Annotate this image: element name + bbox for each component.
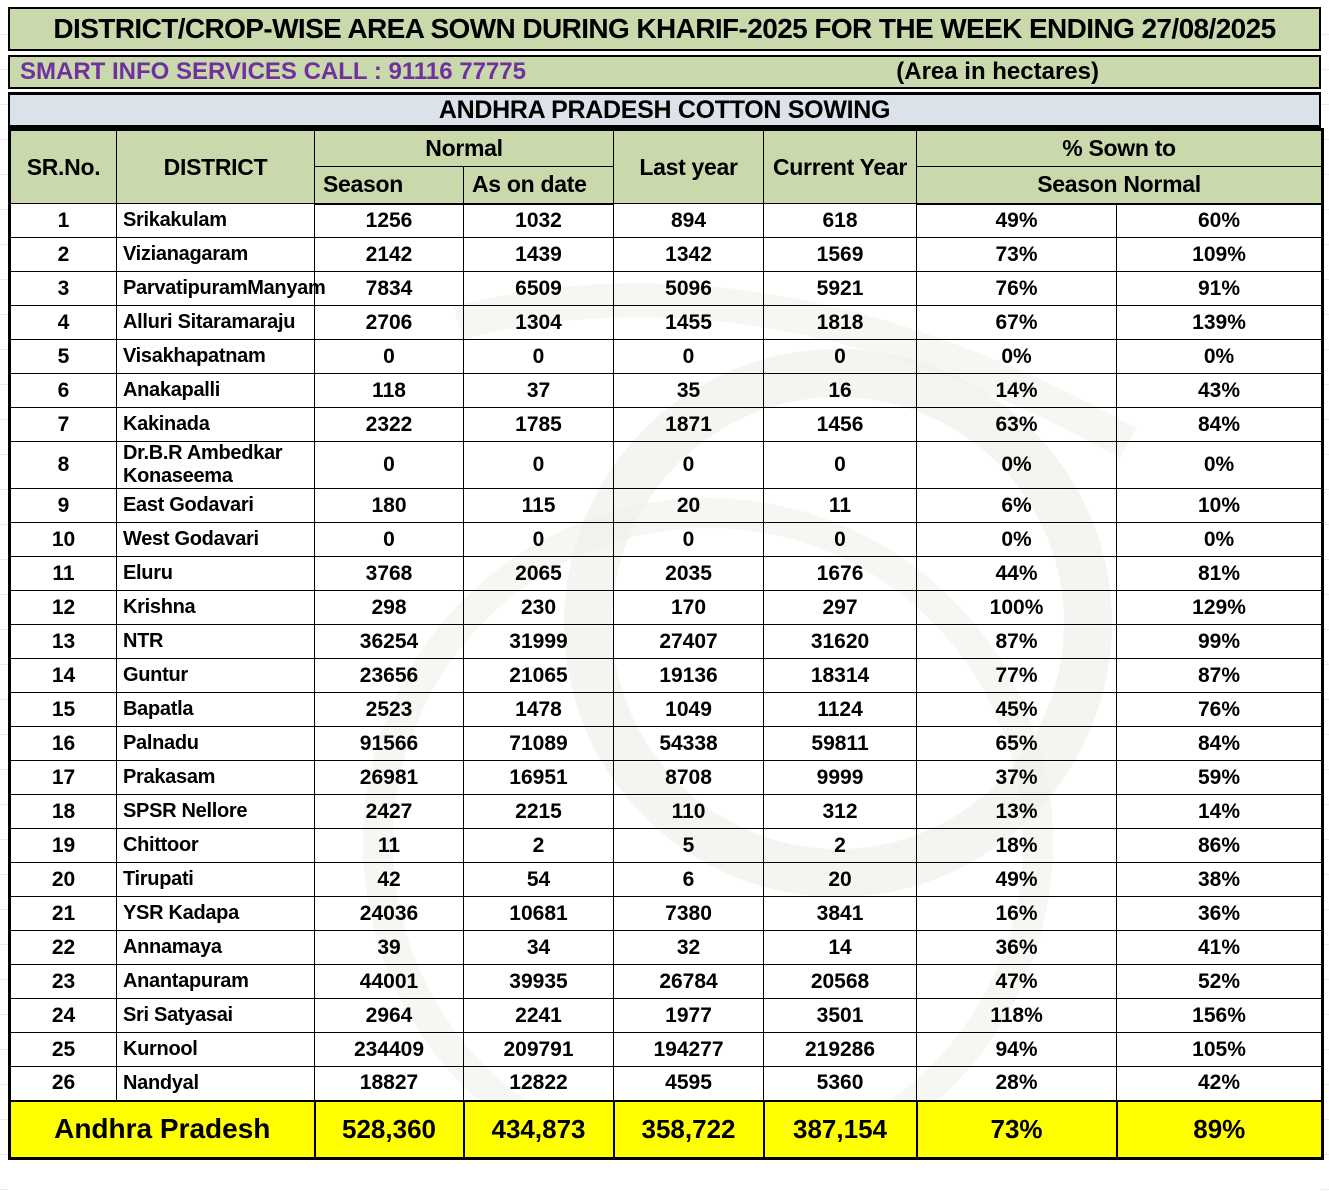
- cell-current-year: 0: [764, 442, 917, 489]
- cell-pct-asondate: 41%: [1117, 931, 1323, 965]
- cell-pct-asondate: 84%: [1117, 408, 1323, 442]
- cell-as-on-date: 0: [464, 523, 614, 557]
- cell-last-year: 26784: [614, 965, 764, 999]
- total-season: 528,360: [315, 1101, 464, 1159]
- cell-as-on-date: 2241: [464, 999, 614, 1033]
- cell-season: 18827: [315, 1067, 464, 1101]
- table-row: [10, 489, 1323, 523]
- cell-district: SPSR Nellore: [117, 795, 315, 829]
- cell-sr-no: 9: [10, 489, 117, 523]
- cell-current-year: 1676: [764, 557, 917, 591]
- cell-pct-asondate: 0%: [1117, 340, 1323, 374]
- cell-sr-no: 7: [10, 408, 117, 442]
- cell-season: 234409: [315, 1033, 464, 1067]
- cell-current-year: 9999: [764, 761, 917, 795]
- cell-season: 2964: [315, 999, 464, 1033]
- cell-district: Annamaya: [117, 931, 315, 965]
- cell-pct-asondate: 10%: [1117, 489, 1323, 523]
- cell-as-on-date: 6509: [464, 272, 614, 306]
- cell-season: 7834: [315, 272, 464, 306]
- table-row: [10, 727, 1323, 761]
- cell-sr-no: 15: [10, 693, 117, 727]
- cell-pct-asondate: 43%: [1117, 374, 1323, 408]
- cell-district: Dr.B.R Ambedkar Konaseema: [117, 442, 315, 489]
- col-header-pct-sown-to: % Sown to: [917, 130, 1323, 167]
- cell-pct-asondate: 76%: [1117, 693, 1323, 727]
- cell-pct-asondate: 87%: [1117, 659, 1323, 693]
- cell-last-year: 6: [614, 863, 764, 897]
- table-row: [10, 306, 1323, 340]
- cell-pct-season-normal: 0%: [917, 340, 1117, 374]
- cell-district: NTR: [117, 625, 315, 659]
- cell-current-year: 11: [764, 489, 917, 523]
- cell-current-year: 16: [764, 374, 917, 408]
- cell-as-on-date: 31999: [464, 625, 614, 659]
- table-row: [10, 829, 1323, 863]
- cell-season: 2142: [315, 238, 464, 272]
- cell-current-year: 3501: [764, 999, 917, 1033]
- cell-sr-no: 26: [10, 1067, 117, 1101]
- cell-last-year: 1977: [614, 999, 764, 1033]
- cell-last-year: 194277: [614, 1033, 764, 1067]
- cell-current-year: 20568: [764, 965, 917, 999]
- cell-as-on-date: 16951: [464, 761, 614, 795]
- cell-sr-no: 21: [10, 897, 117, 931]
- table-row: [10, 659, 1323, 693]
- cell-district: Bapatla: [117, 693, 315, 727]
- cell-sr-no: 6: [10, 374, 117, 408]
- table-row: [10, 965, 1323, 999]
- report-page: [8, 7, 1321, 1160]
- table-row: [10, 863, 1323, 897]
- table-row: [10, 999, 1323, 1033]
- cell-pct-season-normal: 67%: [917, 306, 1117, 340]
- table-row: [10, 625, 1323, 659]
- cell-district: Srikakulam: [117, 204, 315, 238]
- cell-current-year: 1569: [764, 238, 917, 272]
- cell-pct-season-normal: 87%: [917, 625, 1117, 659]
- cell-as-on-date: 1439: [464, 238, 614, 272]
- cell-as-on-date: 209791: [464, 1033, 614, 1067]
- cell-district: Visakhapatnam: [117, 340, 315, 374]
- cell-pct-season-normal: 44%: [917, 557, 1117, 591]
- cell-current-year: 59811: [764, 727, 917, 761]
- cell-district: West Godavari: [117, 523, 315, 557]
- table-footer: [10, 1101, 1323, 1159]
- cell-district: Prakasam: [117, 761, 315, 795]
- cell-sr-no: 17: [10, 761, 117, 795]
- col-header-current-year: Current Year: [764, 130, 917, 204]
- total-row: [10, 1101, 1323, 1159]
- cell-season: 2706: [315, 306, 464, 340]
- cell-sr-no: 12: [10, 591, 117, 625]
- cell-district: Nandyal: [117, 1067, 315, 1101]
- table-header: [10, 130, 1323, 204]
- cell-district: Vizianagaram: [117, 238, 315, 272]
- cell-season: 0: [315, 523, 464, 557]
- cell-last-year: 1871: [614, 408, 764, 442]
- cell-current-year: 5921: [764, 272, 917, 306]
- cell-pct-season-normal: 73%: [917, 238, 1117, 272]
- table-row: [10, 557, 1323, 591]
- cell-current-year: 20: [764, 863, 917, 897]
- cell-pct-season-normal: 77%: [917, 659, 1117, 693]
- cell-last-year: 0: [614, 340, 764, 374]
- cell-pct-asondate: 139%: [1117, 306, 1323, 340]
- cell-last-year: 5096: [614, 272, 764, 306]
- cell-as-on-date: 1032: [464, 204, 614, 238]
- cell-as-on-date: 230: [464, 591, 614, 625]
- cell-district: Kakinada: [117, 408, 315, 442]
- cell-current-year: 0: [764, 523, 917, 557]
- cell-pct-asondate: 60%: [1117, 204, 1323, 238]
- col-header-sr-no: SR.No.: [10, 130, 117, 204]
- cell-pct-asondate: 0%: [1117, 523, 1323, 557]
- cell-last-year: 7380: [614, 897, 764, 931]
- cell-last-year: 1342: [614, 238, 764, 272]
- cell-pct-asondate: 14%: [1117, 795, 1323, 829]
- cell-sr-no: 5: [10, 340, 117, 374]
- cell-pct-asondate: 42%: [1117, 1067, 1323, 1101]
- cell-season: 91566: [315, 727, 464, 761]
- cell-season: 44001: [315, 965, 464, 999]
- cell-pct-season-normal: 6%: [917, 489, 1117, 523]
- cell-season: 180: [315, 489, 464, 523]
- cell-current-year: 2: [764, 829, 917, 863]
- cell-as-on-date: 37: [464, 374, 614, 408]
- cell-district: Eluru: [117, 557, 315, 591]
- cell-season: 39: [315, 931, 464, 965]
- cell-pct-season-normal: 76%: [917, 272, 1117, 306]
- cell-last-year: 27407: [614, 625, 764, 659]
- cell-as-on-date: 1785: [464, 408, 614, 442]
- table-row: [10, 693, 1323, 727]
- cell-current-year: 297: [764, 591, 917, 625]
- cell-pct-season-normal: 16%: [917, 897, 1117, 931]
- total-pct-season-normal: 73%: [917, 1101, 1117, 1159]
- table-row: [10, 408, 1323, 442]
- cell-pct-asondate: 86%: [1117, 829, 1323, 863]
- report-title: DISTRICT/CROP-WISE AREA SOWN DURING KHARIF-2025 FOR THE WEEK ENDING 27/08/2025: [8, 7, 1321, 51]
- cell-as-on-date: 0: [464, 442, 614, 489]
- cell-sr-no: 25: [10, 1033, 117, 1067]
- cell-district: YSR Kadapa: [117, 897, 315, 931]
- cell-pct-asondate: 99%: [1117, 625, 1323, 659]
- cell-as-on-date: 2215: [464, 795, 614, 829]
- cell-last-year: 4595: [614, 1067, 764, 1101]
- total-current-year: 387,154: [764, 1101, 917, 1159]
- cell-sr-no: 20: [10, 863, 117, 897]
- cell-district: Anakapalli: [117, 374, 315, 408]
- cell-season: 24036: [315, 897, 464, 931]
- cell-last-year: 32: [614, 931, 764, 965]
- cell-pct-season-normal: 0%: [917, 523, 1117, 557]
- cell-pct-asondate: 105%: [1117, 1033, 1323, 1067]
- cell-as-on-date: 54: [464, 863, 614, 897]
- cell-pct-season-normal: 37%: [917, 761, 1117, 795]
- cell-last-year: 35: [614, 374, 764, 408]
- cell-sr-no: 18: [10, 795, 117, 829]
- cell-season: 298: [315, 591, 464, 625]
- cell-last-year: 0: [614, 523, 764, 557]
- col-header-last-year: Last year: [614, 130, 764, 204]
- cell-season: 3768: [315, 557, 464, 591]
- table-row: [10, 1033, 1323, 1067]
- cell-pct-asondate: 91%: [1117, 272, 1323, 306]
- cell-pct-season-normal: 36%: [917, 931, 1117, 965]
- cell-current-year: 312: [764, 795, 917, 829]
- cell-last-year: 8708: [614, 761, 764, 795]
- table-row: [10, 795, 1323, 829]
- col-header-normal: Normal: [315, 130, 614, 167]
- table-row: [10, 238, 1323, 272]
- cell-sr-no: 1: [10, 204, 117, 238]
- cell-as-on-date: 12822: [464, 1067, 614, 1101]
- table-row: [10, 931, 1323, 965]
- table-row: [10, 761, 1323, 795]
- cell-last-year: 1049: [614, 693, 764, 727]
- cell-last-year: 1455: [614, 306, 764, 340]
- cell-season: 2322: [315, 408, 464, 442]
- col-header-district: DISTRICT: [117, 130, 315, 204]
- cell-pct-season-normal: 14%: [917, 374, 1117, 408]
- cotton-sowing-table: [8, 128, 1324, 1160]
- cell-sr-no: 24: [10, 999, 117, 1033]
- cell-pct-asondate: 156%: [1117, 999, 1323, 1033]
- cell-season: 26981: [315, 761, 464, 795]
- cell-district: ParvatipuramManyam: [117, 272, 315, 306]
- cell-pct-season-normal: 47%: [917, 965, 1117, 999]
- table-row: [10, 897, 1323, 931]
- cell-current-year: 18314: [764, 659, 917, 693]
- cell-last-year: 20: [614, 489, 764, 523]
- cell-season: 2427: [315, 795, 464, 829]
- cell-as-on-date: 1478: [464, 693, 614, 727]
- cell-sr-no: 4: [10, 306, 117, 340]
- cell-pct-season-normal: 63%: [917, 408, 1117, 442]
- cell-district: Sri Satyasai: [117, 999, 315, 1033]
- cell-season: 23656: [315, 659, 464, 693]
- cell-pct-season-normal: 65%: [917, 727, 1117, 761]
- total-as-on-date: 434,873: [464, 1101, 614, 1159]
- table-row: [10, 591, 1323, 625]
- cell-pct-season-normal: 49%: [917, 204, 1117, 238]
- cell-season: 0: [315, 340, 464, 374]
- cell-pct-asondate: 36%: [1117, 897, 1323, 931]
- cell-current-year: 14: [764, 931, 917, 965]
- cell-pct-season-normal: 13%: [917, 795, 1117, 829]
- cell-pct-season-normal: 45%: [917, 693, 1117, 727]
- cell-as-on-date: 0: [464, 340, 614, 374]
- table-body: [10, 204, 1323, 1101]
- cell-pct-asondate: 59%: [1117, 761, 1323, 795]
- cell-current-year: 219286: [764, 1033, 917, 1067]
- cell-district: Guntur: [117, 659, 315, 693]
- cell-sr-no: 22: [10, 931, 117, 965]
- cell-last-year: 894: [614, 204, 764, 238]
- cell-season: 118: [315, 374, 464, 408]
- cell-season: 11: [315, 829, 464, 863]
- cell-as-on-date: 2: [464, 829, 614, 863]
- cell-season: 1256: [315, 204, 464, 238]
- cell-district: Alluri Sitaramaraju: [117, 306, 315, 340]
- cell-as-on-date: 1304: [464, 306, 614, 340]
- cell-pct-asondate: 109%: [1117, 238, 1323, 272]
- cell-pct-asondate: 0%: [1117, 442, 1323, 489]
- cell-district: Tirupati: [117, 863, 315, 897]
- cell-sr-no: 13: [10, 625, 117, 659]
- cell-last-year: 110: [614, 795, 764, 829]
- smart-info-line: SMART INFO SERVICES CALL : 91116 77775: [20, 58, 526, 85]
- cell-as-on-date: 71089: [464, 727, 614, 761]
- cell-pct-season-normal: 49%: [917, 863, 1117, 897]
- cell-as-on-date: 34: [464, 931, 614, 965]
- cell-as-on-date: 21065: [464, 659, 614, 693]
- col-header-season-normal: Season Normal: [917, 167, 1323, 204]
- cell-season: 42: [315, 863, 464, 897]
- col-header-season: Season: [315, 167, 464, 204]
- cell-last-year: 5: [614, 829, 764, 863]
- table-row: [10, 1067, 1323, 1101]
- cell-sr-no: 3: [10, 272, 117, 306]
- cell-current-year: 1456: [764, 408, 917, 442]
- cell-sr-no: 16: [10, 727, 117, 761]
- cell-pct-asondate: 81%: [1117, 557, 1323, 591]
- cell-district: Krishna: [117, 591, 315, 625]
- total-label: Andhra Pradesh: [10, 1101, 315, 1159]
- cell-sr-no: 10: [10, 523, 117, 557]
- table-row: [10, 442, 1323, 489]
- section-title: ANDHRA PRADESH COTTON SOWING: [8, 92, 1321, 128]
- cell-sr-no: 11: [10, 557, 117, 591]
- total-pct-asondate: 89%: [1117, 1101, 1323, 1159]
- cell-sr-no: 2: [10, 238, 117, 272]
- cell-sr-no: 19: [10, 829, 117, 863]
- col-header-as-on-date: As on date: [464, 167, 614, 204]
- cell-last-year: 19136: [614, 659, 764, 693]
- table-row: [10, 272, 1323, 306]
- cell-pct-season-normal: 28%: [917, 1067, 1117, 1101]
- cell-current-year: 31620: [764, 625, 917, 659]
- cell-district: Chittoor: [117, 829, 315, 863]
- cell-district: Kurnool: [117, 1033, 315, 1067]
- cell-current-year: 1124: [764, 693, 917, 727]
- cell-as-on-date: 115: [464, 489, 614, 523]
- cell-pct-season-normal: 118%: [917, 999, 1117, 1033]
- cell-current-year: 5360: [764, 1067, 917, 1101]
- cell-season: 0: [315, 442, 464, 489]
- cell-district: East Godavari: [117, 489, 315, 523]
- cell-pct-asondate: 129%: [1117, 591, 1323, 625]
- cell-sr-no: 8: [10, 442, 117, 489]
- table-row: [10, 340, 1323, 374]
- cell-pct-asondate: 52%: [1117, 965, 1323, 999]
- cell-district: Anantapuram: [117, 965, 315, 999]
- cell-as-on-date: 10681: [464, 897, 614, 931]
- table-row: [10, 204, 1323, 238]
- cell-as-on-date: 2065: [464, 557, 614, 591]
- table-row: [10, 523, 1323, 557]
- table-row: [10, 374, 1323, 408]
- cell-sr-no: 23: [10, 965, 117, 999]
- cell-current-year: 1818: [764, 306, 917, 340]
- cell-pct-asondate: 84%: [1117, 727, 1323, 761]
- cell-pct-asondate: 38%: [1117, 863, 1323, 897]
- cell-current-year: 618: [764, 204, 917, 238]
- cell-pct-season-normal: 0%: [917, 442, 1117, 489]
- info-band: [8, 55, 1321, 89]
- cell-pct-season-normal: 18%: [917, 829, 1117, 863]
- cell-current-year: 0: [764, 340, 917, 374]
- cell-last-year: 0: [614, 442, 764, 489]
- cell-last-year: 170: [614, 591, 764, 625]
- cell-district: Palnadu: [117, 727, 315, 761]
- cell-last-year: 2035: [614, 557, 764, 591]
- area-unit-note: (Area in hectares): [896, 58, 1099, 85]
- cell-as-on-date: 39935: [464, 965, 614, 999]
- cell-pct-season-normal: 94%: [917, 1033, 1117, 1067]
- cell-season: 36254: [315, 625, 464, 659]
- cell-sr-no: 14: [10, 659, 117, 693]
- cell-last-year: 54338: [614, 727, 764, 761]
- total-last-year: 358,722: [614, 1101, 764, 1159]
- cell-season: 2523: [315, 693, 464, 727]
- cell-pct-season-normal: 100%: [917, 591, 1117, 625]
- cell-current-year: 3841: [764, 897, 917, 931]
